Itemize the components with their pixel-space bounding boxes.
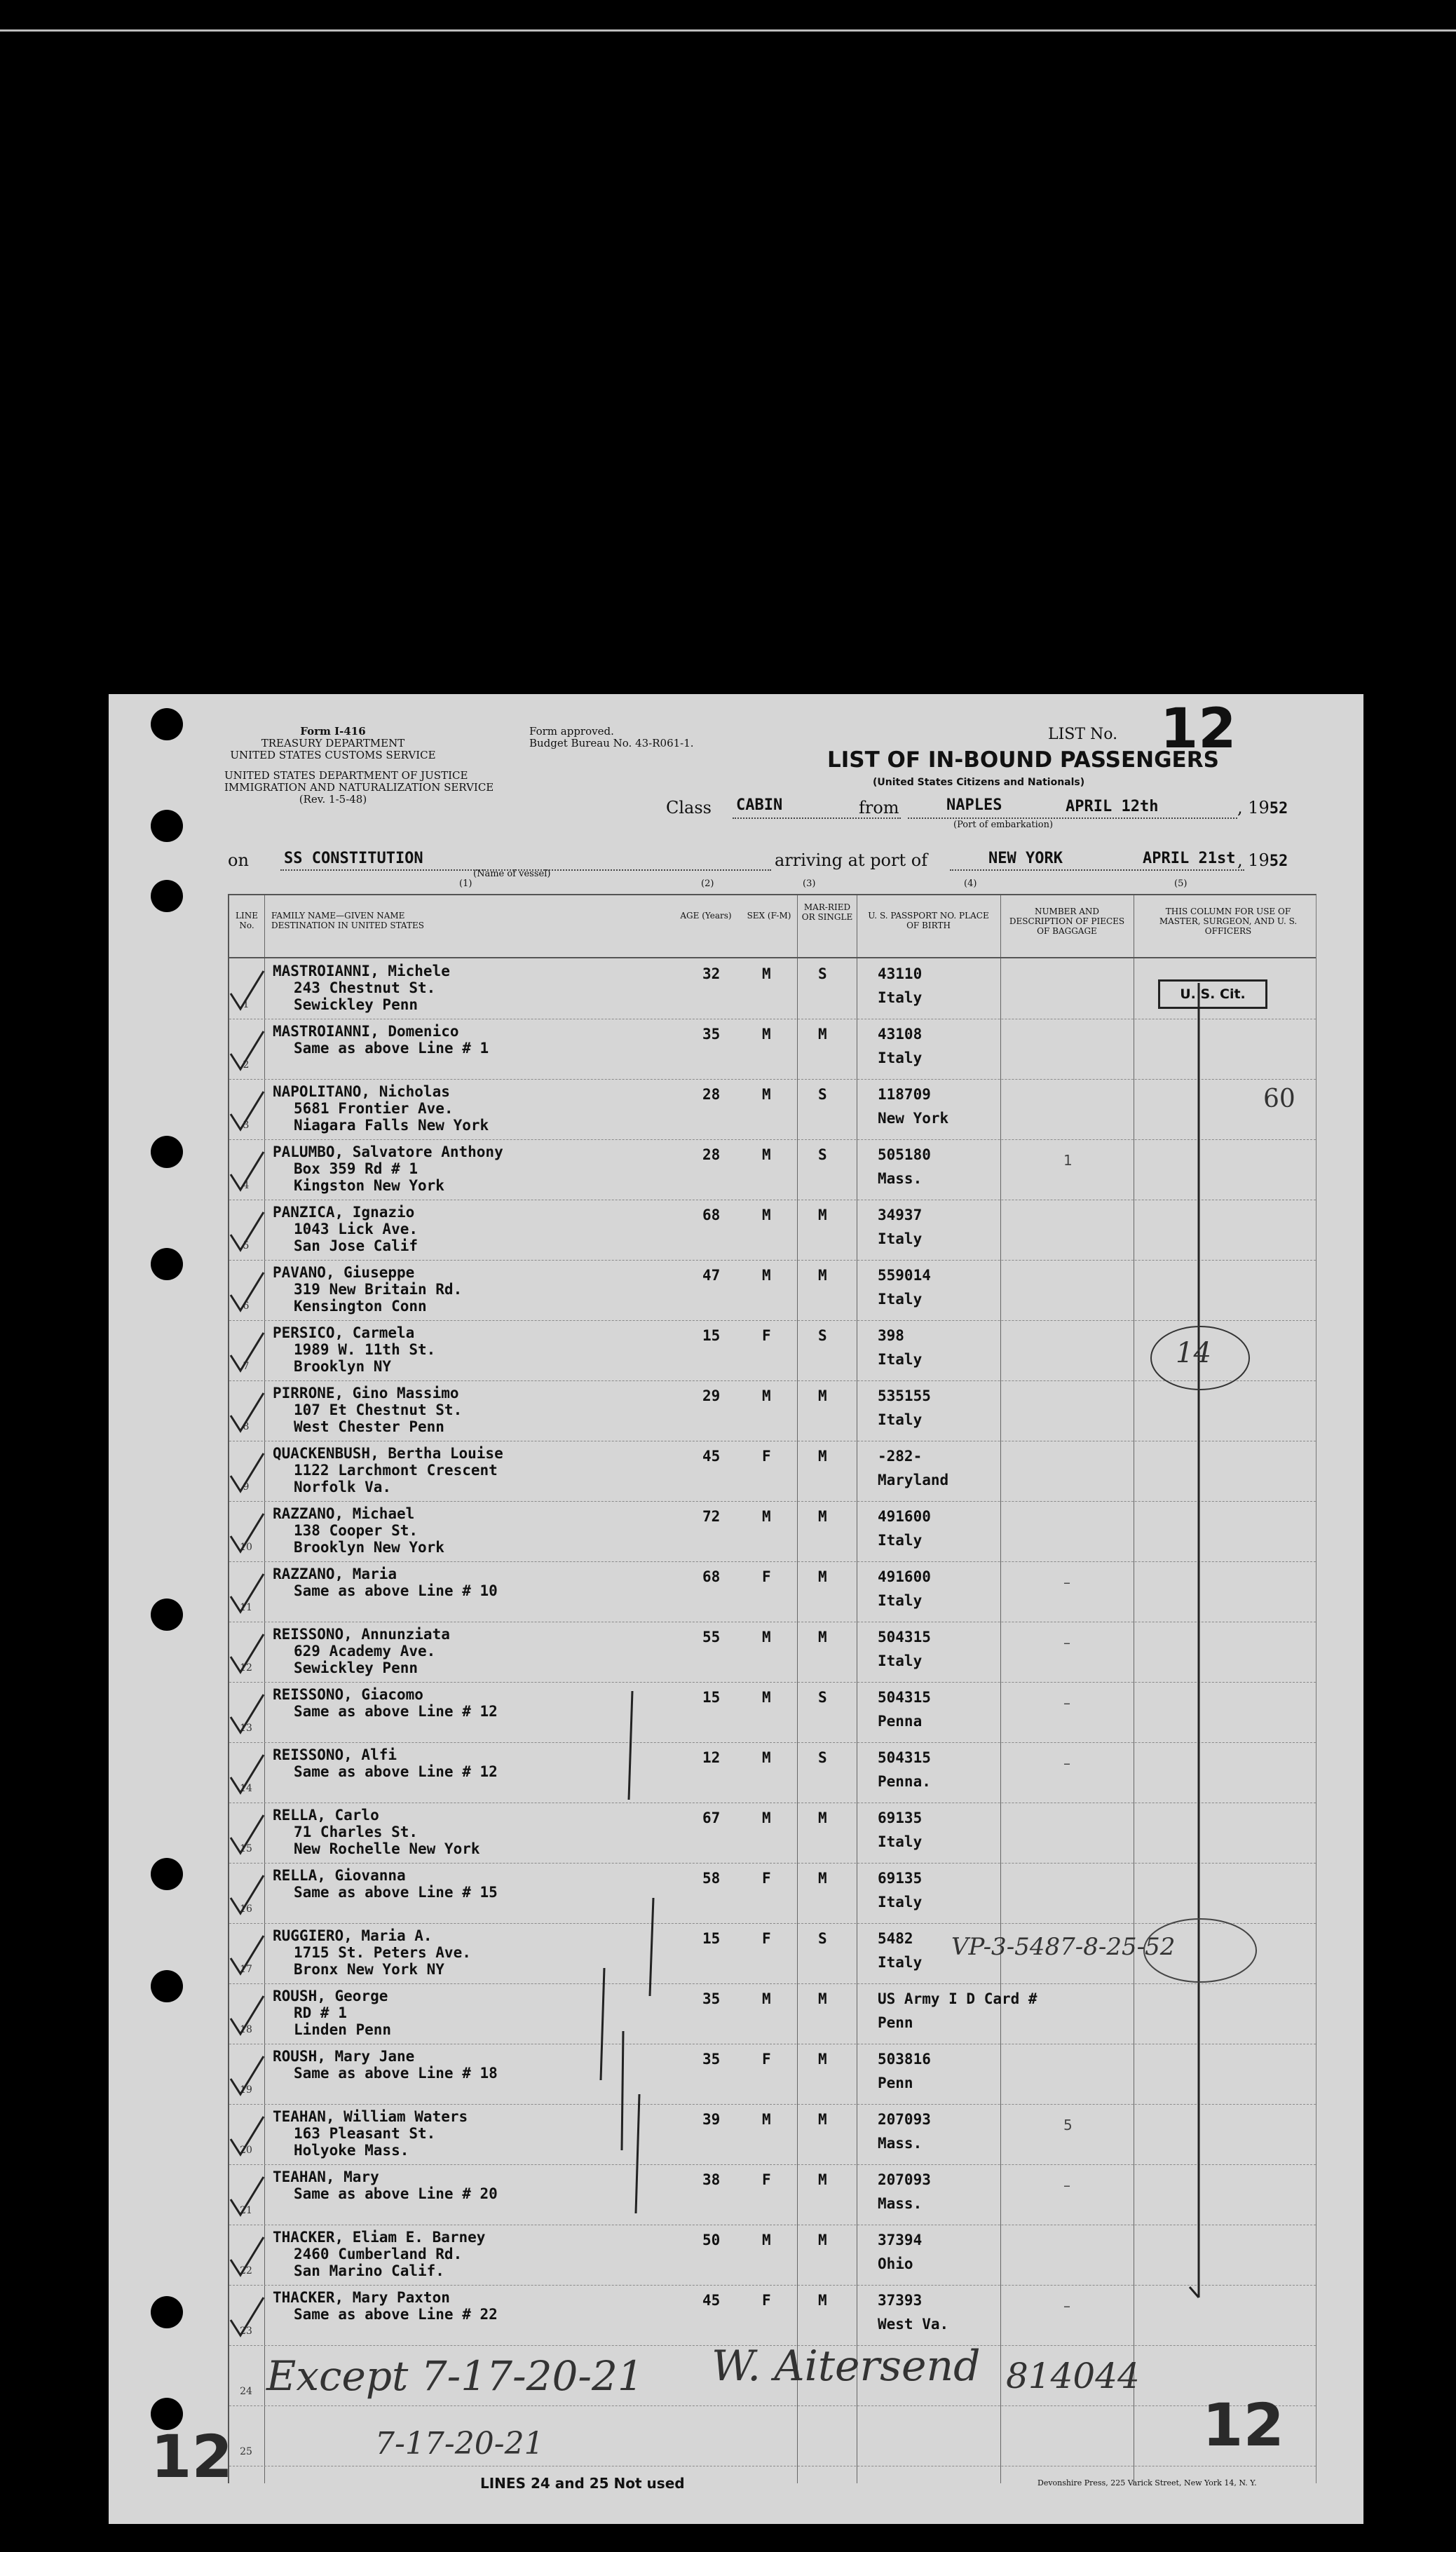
age-value: 15 [702, 1327, 721, 1344]
arrival-date: APRIL 21st [1143, 850, 1236, 867]
passport-number: 559014 [878, 1267, 931, 1284]
place-of-birth: Mass. [878, 2195, 923, 2212]
destination-line-1: RD # 1 [294, 2004, 347, 2021]
passport-number: 43108 [878, 1026, 923, 1043]
age-value: 58 [702, 1870, 721, 1887]
baggage-count: – [1063, 2298, 1070, 2314]
sex-value: M [762, 1689, 771, 1706]
place-of-birth: Italy [878, 989, 923, 1006]
marital-status: M [818, 1870, 827, 1887]
form-title: LIST OF IN-BOUND PASSENGERS [827, 747, 1219, 773]
sex-value: F [762, 2292, 771, 2309]
passport-number: 69135 [878, 1870, 923, 1887]
sex-value: M [762, 1810, 771, 1826]
col-num-5: (5) [1174, 878, 1188, 889]
sex-value: M [762, 1026, 771, 1043]
place-of-birth: Italy [878, 1652, 923, 1669]
line-number: 3 [243, 1120, 250, 1131]
baggage-count: – [1063, 1574, 1070, 1591]
col-num-2: (2) [701, 878, 714, 889]
age-value: 28 [702, 1146, 721, 1163]
col-header-age: AGE (Years) [680, 911, 732, 921]
destination-line-1: Same as above Line # 12 [294, 1703, 498, 1720]
destination-line-2: San Marino Calif. [294, 2262, 444, 2279]
destination-line-1: 5681 Frontier Ave. [294, 1100, 454, 1117]
marital-status: M [818, 1629, 827, 1645]
passenger-name: QUACKENBUSH, Bertha Louise [273, 1445, 503, 1462]
destination-line-2: Niagara Falls New York [294, 1117, 489, 1134]
place-of-birth: Mass. [878, 1170, 923, 1187]
marital-status: M [818, 2292, 827, 2309]
baggage-count: – [1063, 2177, 1070, 2194]
marital-status: S [818, 1749, 827, 1766]
marital-status: S [818, 1086, 827, 1103]
baggage-count: 1 [1063, 1152, 1073, 1169]
passport-number: 43110 [878, 965, 923, 982]
place-of-birth: West Va. [878, 2316, 949, 2333]
page-number-left: 12 [151, 2422, 233, 2491]
sex-value: M [762, 1387, 771, 1404]
place-of-birth: Penna [878, 1713, 923, 1730]
punch-hole [151, 880, 183, 912]
col-num-3: (3) [803, 878, 816, 889]
place-of-birth: Italy [878, 1411, 923, 1428]
destination-line-2: Bronx New York NY [294, 1961, 444, 1978]
passport-number: US Army I D Card # [878, 1990, 1037, 2007]
year-prefix: , 19 [1237, 798, 1270, 817]
age-value: 67 [702, 1810, 721, 1826]
year1-value: 52 [1269, 800, 1288, 817]
age-value: 32 [702, 965, 721, 982]
sex-value: F [762, 2171, 771, 2188]
sex-value: M [762, 965, 771, 982]
citizen-stamp: U. S. Cit. [1158, 979, 1267, 1009]
place-of-birth: Italy [878, 1894, 923, 1910]
age-value: 15 [702, 1689, 721, 1706]
destination-line-2: New Rochelle New York [294, 1840, 480, 1857]
punch-hole [151, 1970, 183, 2002]
passenger-name: MASTROIANNI, Domenico [273, 1023, 459, 1040]
year2-label [1237, 850, 1288, 870]
place-of-birth: Italy [878, 1532, 923, 1549]
marital-status: M [818, 2111, 827, 2128]
passenger-name: PALUMBO, Salvatore Anthony [273, 1143, 503, 1160]
age-value: 55 [702, 1629, 721, 1645]
destination-line-1: 1043 Lick Ave. [294, 1221, 419, 1237]
place-of-birth: Italy [878, 1291, 923, 1308]
punch-hole [151, 810, 183, 842]
bracket-mark [601, 1968, 604, 2080]
passenger-name: RAZZANO, Michael [273, 1505, 415, 1522]
sex-value: M [762, 1749, 771, 1766]
line-number: 21 [240, 2205, 252, 2216]
line-number: 11 [240, 1602, 252, 1613]
handwritten-sixty: 60 [1263, 1085, 1295, 1113]
sex-value: M [762, 1207, 771, 1223]
marital-status: S [818, 1930, 827, 1947]
on-label: on [228, 850, 249, 870]
destination-line-1: 138 Cooper St. [294, 1522, 419, 1539]
bracket-mark [622, 2031, 623, 2150]
press-credit: Devonshire Press, 225 Varick Street, New York 14, N. Y. [1037, 2478, 1257, 2487]
passenger-name: RELLA, Giovanna [273, 1867, 406, 1884]
destination-line-1: 1989 W. 11th St. [294, 1341, 436, 1358]
lines-not-used-note: LINES 24 and 25 Not used [480, 2475, 685, 2492]
ins-label: IMMIGRATION AND NATURALIZATION SERVICE [224, 781, 494, 794]
passport-number: 491600 [878, 1568, 931, 1585]
age-value: 68 [702, 1207, 721, 1223]
age-value: 12 [702, 1749, 721, 1766]
year2-value: 52 [1269, 853, 1288, 870]
col-header-name: FAMILY NAME—GIVEN NAME DESTINATION IN UNITED STATES [271, 911, 424, 930]
handwritten-number: 814044 [1006, 2356, 1140, 2396]
col-num-4: (4) [964, 878, 977, 889]
line-number: 6 [243, 1301, 250, 1312]
punch-hole [151, 1858, 183, 1890]
col-header-married: MAR-RIED OR SINGLE [801, 902, 853, 922]
marital-status: M [818, 1990, 827, 2007]
line-number: 19 [240, 2084, 252, 2096]
punch-hole [151, 1248, 183, 1280]
line-number: 9 [243, 1481, 250, 1493]
passport-number: 207093 [878, 2171, 931, 2188]
passport-number: 504315 [878, 1749, 931, 1766]
destination-line-1: 629 Academy Ave. [294, 1643, 436, 1660]
destination-line-1: Box 359 Rd # 1 [294, 1160, 419, 1177]
marital-status: M [818, 1568, 827, 1585]
vessel-name: SS CONSTITUTION [284, 850, 423, 867]
place-of-birth: Italy [878, 1050, 923, 1066]
from-port: NAPLES [946, 796, 1002, 814]
baggage-count: – [1063, 1755, 1070, 1772]
passport-number: 398 [878, 1327, 904, 1344]
arrow-head [1190, 2287, 1199, 2298]
bracket-mark [650, 1898, 653, 1996]
year-prefix: , 19 [1237, 850, 1270, 870]
marital-status: S [818, 965, 827, 982]
passport-number: 118709 [878, 1086, 931, 1103]
list-no-label: LIST No. [1048, 726, 1118, 743]
place-of-birth: Ohio [878, 2255, 913, 2272]
destination-line-1: 163 Pleasant St. [294, 2125, 436, 2142]
form-header-left [228, 726, 438, 761]
passenger-name: THACKER, Eliam E. Barney [273, 2229, 486, 2246]
punch-hole [151, 708, 183, 740]
passenger-name: TEAHAN, Mary [273, 2168, 379, 2185]
punch-hole [151, 1599, 183, 1631]
marital-status: M [818, 2051, 827, 2068]
line-number: 2 [243, 1059, 250, 1071]
destination-line-1: 2460 Cumberland Rd. [294, 2246, 463, 2262]
passenger-name: TEAHAN, William Waters [273, 2108, 468, 2125]
handwritten-fourteen: 14 [1176, 1337, 1211, 1369]
line-number: 17 [240, 1964, 252, 1975]
year1-label [1237, 798, 1288, 817]
class-underline [733, 817, 901, 819]
destination-line-1: Same as above Line # 10 [294, 1582, 498, 1599]
place-of-birth: Penna. [878, 1773, 931, 1790]
list-number: 12 [1160, 698, 1237, 761]
line-number: 18 [240, 2024, 252, 2035]
destination-line-1: 71 Charles St. [294, 1824, 419, 1840]
col-header-line: LINE No. [236, 911, 258, 930]
marital-status: M [818, 1810, 827, 1826]
passenger-name: PANZICA, Ignazio [273, 1204, 415, 1221]
arrival-port: NEW YORK [988, 850, 1063, 867]
passenger-name: MASTROIANNI, Michele [273, 963, 450, 979]
col-header-sex: SEX (F-M) [747, 911, 791, 921]
class-label: Class [666, 798, 712, 817]
approval-block [529, 726, 712, 749]
passenger-name: PAVANO, Giuseppe [273, 1264, 415, 1281]
line-number: 1 [243, 999, 250, 1010]
justice-label: UNITED STATES DEPARTMENT OF JUSTICE [224, 769, 468, 782]
passenger-name: RAZZANO, Maria [273, 1566, 397, 1582]
age-value: 35 [702, 2051, 721, 2068]
sex-value: F [762, 1327, 771, 1344]
age-value: 15 [702, 1930, 721, 1947]
destination-line-1: Same as above Line # 18 [294, 2065, 498, 2082]
destination-line-1: Same as above Line # 1 [294, 1040, 489, 1057]
marital-status: S [818, 1146, 827, 1163]
col-num-1: (1) [459, 878, 472, 889]
marital-status: S [818, 1689, 827, 1706]
marital-status: M [818, 1267, 827, 1284]
passport-number: 34937 [878, 1207, 923, 1223]
age-value: 68 [702, 1568, 721, 1585]
age-value: 45 [702, 1448, 721, 1465]
passport-number: 69135 [878, 1810, 923, 1826]
destination-line-1: Same as above Line # 15 [294, 1884, 498, 1901]
treasury-label: TREASURY DEPARTMENT [261, 737, 405, 749]
passport-number: 491600 [878, 1508, 931, 1525]
age-value: 39 [702, 2111, 721, 2128]
sex-value: F [762, 1448, 771, 1465]
passport-number: 37393 [878, 2292, 923, 2309]
age-value: 28 [702, 1086, 721, 1103]
col-header-baggage: NUMBER AND DESCRIPTION OF PIECES OF BAGGAGE [1009, 907, 1125, 936]
handwritten-except-note: Except 7-17-20-21 [266, 2352, 644, 2400]
manifest-page [109, 694, 1363, 2524]
passenger-table [228, 894, 1316, 2483]
passport-number: 504315 [878, 1689, 931, 1706]
passenger-name: ROUSH, George [273, 1988, 388, 2004]
place-of-birth: Italy [878, 1351, 923, 1368]
budget-label: Budget Bureau No. 43-R061-1. [529, 737, 694, 749]
destination-line-2: Sewickley Penn [294, 996, 419, 1013]
place-of-birth: Italy [878, 1954, 923, 1971]
place-of-birth: Italy [878, 1230, 923, 1247]
place-of-birth: Mass. [878, 2135, 923, 2152]
baggage-count: – [1063, 1695, 1070, 1711]
passenger-name: REISSONO, Giacomo [273, 1686, 423, 1703]
col-header-officers: THIS COLUMN FOR USE OF MASTER, SURGEON, AND U. S. OFFICERS [1159, 907, 1298, 936]
destination-line-1: 319 New Britain Rd. [294, 1281, 463, 1298]
age-value: 47 [702, 1267, 721, 1284]
age-value: 29 [702, 1387, 721, 1404]
line-number: 13 [240, 1723, 252, 1734]
annotation-overlay [229, 895, 1316, 2483]
port-note: (Port of embarkation) [953, 820, 1054, 830]
customs-label: UNITED STATES CUSTOMS SERVICE [230, 749, 436, 761]
passenger-name: PIRRONE, Gino Massimo [273, 1385, 459, 1401]
sex-value: M [762, 1267, 771, 1284]
line-number: 24 [240, 2386, 252, 2397]
handwritten-lower-note: 7-17-20-21 [375, 2426, 544, 2462]
line-number: 5 [243, 1240, 250, 1251]
page-number-right: 12 [1202, 2391, 1284, 2459]
destination-line-1: 1122 Larchmont Crescent [294, 1462, 498, 1479]
passenger-name: ROUSH, Mary Jane [273, 2048, 415, 2065]
age-value: 45 [702, 2292, 721, 2309]
arriving-label: arriving at port of [775, 850, 928, 870]
sex-value: F [762, 1870, 771, 1887]
place-of-birth: New York [878, 1110, 949, 1127]
bracket-mark [629, 1691, 632, 1800]
passport-number: 504315 [878, 1629, 931, 1645]
place-of-birth: Italy [878, 1833, 923, 1850]
sex-value: M [762, 2232, 771, 2248]
line-number: 12 [240, 1662, 252, 1674]
passenger-name: REISSONO, Annunziata [273, 1626, 450, 1643]
line-number: 10 [240, 1542, 252, 1553]
passport-number: 535155 [878, 1387, 931, 1404]
line-number: 16 [240, 1903, 252, 1915]
destination-line-2: West Chester Penn [294, 1418, 444, 1435]
passport-number: 505180 [878, 1146, 931, 1163]
passport-number: 5482 [878, 1930, 913, 1947]
passport-number: -282- [878, 1448, 923, 1465]
passenger-name: THACKER, Mary Paxton [273, 2289, 450, 2306]
sex-value: M [762, 1508, 771, 1525]
destination-line-2: Kingston New York [294, 1177, 444, 1194]
age-value: 50 [702, 2232, 721, 2248]
destination-line-1: 1715 St. Peters Ave. [294, 1944, 471, 1961]
line-number: 15 [240, 1843, 252, 1854]
form-subtitle: (United States Citizens and Nationals) [873, 777, 1085, 788]
destination-line-2: San Jose Calif [294, 1237, 419, 1254]
sex-value: F [762, 1568, 771, 1585]
destination-line-2: Kensington Conn [294, 1298, 427, 1315]
age-value: 38 [702, 2171, 721, 2188]
sex-value: M [762, 1990, 771, 2007]
col-header-passport: U. S. PASSPORT NO. PLACE OF BIRTH [868, 911, 989, 930]
destination-line-1: Same as above Line # 12 [294, 1763, 498, 1780]
age-value: 35 [702, 1990, 721, 2007]
handwritten-visa-note: VP-3-5487-8-25-52 [951, 1933, 1176, 1961]
destination-line-2: Holyoke Mass. [294, 2142, 409, 2159]
sex-value: F [762, 1930, 771, 1947]
passport-number: 37394 [878, 2232, 923, 2248]
passenger-name: NAPOLITANO, Nicholas [273, 1083, 450, 1100]
destination-line-2: Linden Penn [294, 2021, 392, 2038]
approved-label: Form approved. [529, 725, 614, 738]
passport-number: 503816 [878, 2051, 931, 2068]
passenger-name: RELLA, Carlo [273, 1807, 379, 1824]
form-number: Form I-416 [300, 725, 366, 738]
baggage-count: 5 [1063, 2117, 1073, 2133]
destination-line-1: Same as above Line # 20 [294, 2185, 498, 2202]
place-of-birth: Penn [878, 2014, 913, 2031]
punch-hole [151, 1136, 183, 1168]
marital-status: M [818, 1026, 827, 1043]
sex-value: F [762, 2051, 771, 2068]
sex-value: M [762, 1146, 771, 1163]
marital-status: M [818, 2171, 827, 2188]
marital-status: M [818, 1448, 827, 1465]
class-value: CABIN [736, 796, 783, 814]
line-number: 8 [243, 1421, 250, 1432]
marital-status: M [818, 1387, 827, 1404]
line-number: 20 [240, 2145, 252, 2156]
place-of-birth: Penn [878, 2075, 913, 2091]
top-edge-line [0, 29, 1456, 32]
line-number: 4 [243, 1180, 250, 1191]
destination-line-1: 243 Chestnut St. [294, 979, 436, 996]
line-number: 25 [240, 2446, 252, 2457]
justice-block [224, 769, 494, 806]
from-label: from [859, 798, 899, 817]
line-number: 7 [243, 1361, 250, 1372]
marital-status: M [818, 2232, 827, 2248]
passenger-name: REISSONO, Alfi [273, 1746, 397, 1763]
destination-line-1: Same as above Line # 22 [294, 2306, 498, 2323]
age-value: 72 [702, 1508, 721, 1525]
destination-line-2: Norfolk Va. [294, 1479, 392, 1495]
destination-line-1: 107 Et Chestnut St. [294, 1401, 463, 1418]
marital-status: M [818, 1207, 827, 1223]
destination-line-2: Brooklyn New York [294, 1539, 444, 1556]
arrival-underline [950, 869, 1244, 871]
sex-value: M [762, 2111, 771, 2128]
line-number: 23 [240, 2326, 252, 2337]
passenger-name: RUGGIERO, Maria A. [273, 1927, 433, 1944]
marital-status: S [818, 1327, 827, 1344]
passport-number: 207093 [878, 2111, 931, 2128]
bracket-mark [636, 2094, 639, 2213]
line-number: 22 [240, 2265, 252, 2276]
age-value: 35 [702, 1026, 721, 1043]
place-of-birth: Maryland [878, 1472, 949, 1488]
rev-label: (Rev. 1-5-48) [299, 793, 367, 806]
place-of-birth: Italy [878, 1592, 923, 1609]
from-date: APRIL 12th [1066, 798, 1159, 815]
sex-value: M [762, 1086, 771, 1103]
sex-value: M [762, 1629, 771, 1645]
punch-hole [151, 2296, 183, 2328]
officer-signature: W. Aitersend [712, 2342, 981, 2391]
line-number: 14 [240, 1783, 252, 1794]
destination-line-2: Brooklyn NY [294, 1358, 392, 1375]
vessel-note: (Name of vessel) [473, 869, 551, 879]
destination-line-2: Sewickley Penn [294, 1660, 419, 1676]
baggage-count: – [1063, 1634, 1070, 1651]
marital-status: M [818, 1508, 827, 1525]
passenger-name: PERSICO, Carmela [273, 1324, 415, 1341]
